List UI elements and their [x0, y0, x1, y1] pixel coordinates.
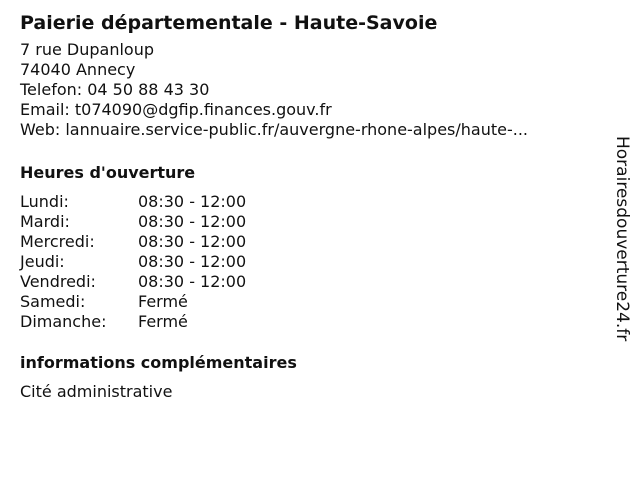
day-label: Samedi:: [20, 292, 86, 311]
time-value: 08:30 - 12:00: [138, 192, 247, 211]
time-value: 08:30 - 12:00: [138, 252, 247, 271]
info-heading: informations complémentaires: [20, 353, 297, 372]
time-value: Fermé: [138, 312, 188, 331]
hours-row-wednesday: [20, 232, 600, 252]
hours-row-thursday: [20, 252, 600, 272]
time-value: 08:30 - 12:00: [138, 272, 247, 291]
hours-row-sunday: [20, 312, 600, 332]
day-label: Mardi:: [20, 212, 70, 231]
day-label: Vendredi:: [20, 272, 96, 291]
email-link[interactable]: Email: t074090@dgfip.finances.gouv.fr: [20, 100, 332, 119]
time-value: Fermé: [138, 292, 188, 311]
additional-info: [20, 352, 600, 402]
time-value: 08:30 - 12:00: [138, 232, 247, 251]
contact-block: [20, 40, 600, 140]
address-street: 7 rue Dupanloup: [20, 40, 155, 59]
site-watermark: Horairesdouverture24.fr: [612, 136, 632, 342]
hours-row-tuesday: [20, 212, 600, 232]
time-value: 08:30 - 12:00: [138, 212, 247, 231]
hours-row-friday: [20, 272, 600, 292]
day-label: Dimanche:: [20, 312, 107, 331]
address-city: 74040 Annecy: [20, 60, 136, 79]
web-link[interactable]: Web: lannuaire.service-public.fr/auvergne-rhone-alpes/haute-...: [20, 120, 529, 139]
phone-number[interactable]: Telefon: 04 50 88 43 30: [20, 80, 210, 99]
page-title: Paierie départementale - Haute-Savoie: [20, 12, 438, 34]
business-card: [20, 10, 600, 402]
day-label: Jeudi:: [20, 252, 65, 271]
hours-row-monday: [20, 192, 600, 212]
hours-row-saturday: [20, 292, 600, 312]
info-text: Cité administrative: [20, 382, 173, 401]
hours-heading: Heures d'ouverture: [20, 163, 196, 182]
day-label: Lundi:: [20, 192, 69, 211]
opening-hours: [20, 162, 600, 332]
day-label: Mercredi:: [20, 232, 95, 251]
